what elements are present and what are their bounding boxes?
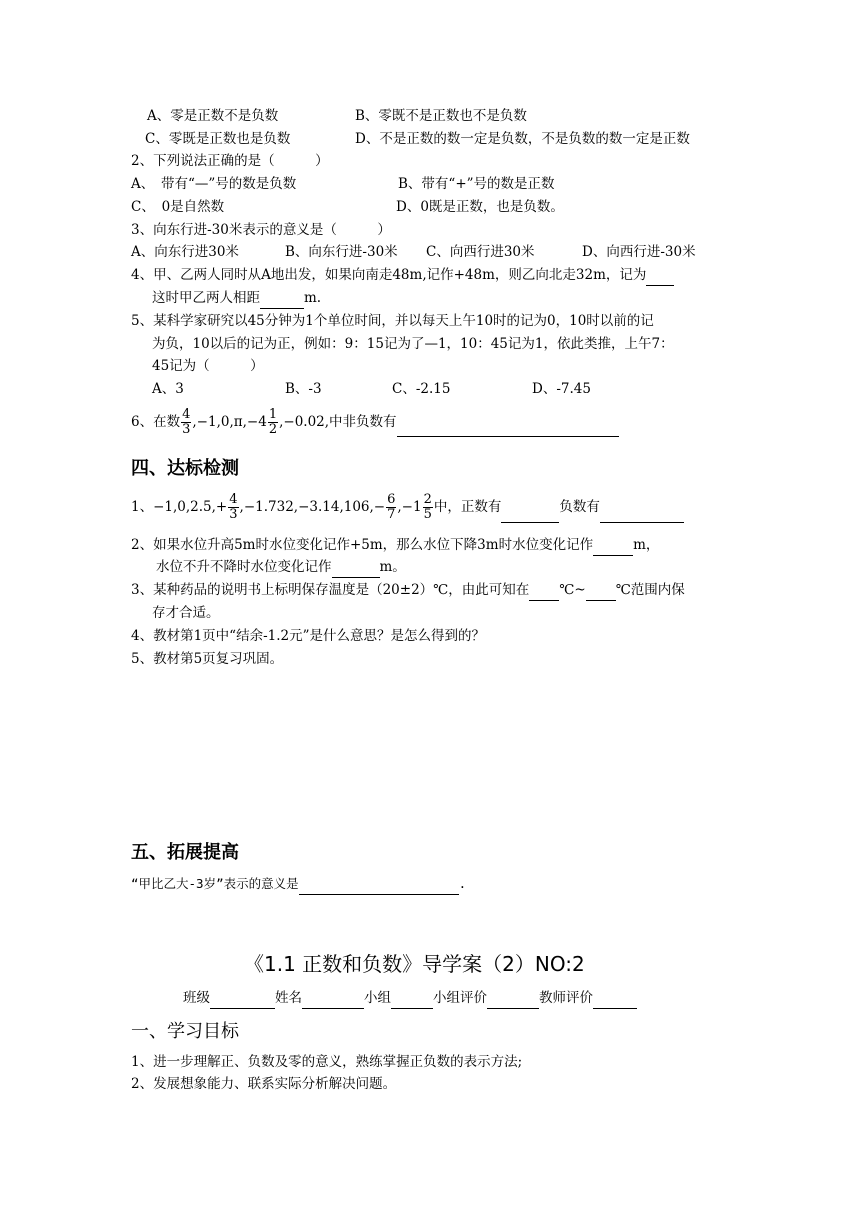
q2-option-d: D、0既是正数，也是负数。 [396,199,564,215]
q3-option-c: C、向西行进30米 [426,244,535,260]
s5-answer-blank[interactable] [299,874,459,895]
q6-line [131,408,619,437]
q3-option-b: B、向东行进-30米 [285,244,398,260]
q4-line2-text: 这时甲乙两人相距 [152,290,260,306]
class-label: 班级 [183,990,210,1006]
s4-item3-line2: 存才合适。 [152,605,220,621]
s4-item1-prefix: 1、 [131,499,154,515]
teacher-eval-label: 教师评价 [539,990,593,1006]
q6-mid: ,−1,0,π,−4 [192,414,267,430]
s4-item3-sep: ℃~ [559,582,586,598]
q1-option-d: D、不是正数的数一定是负数，不是负数的数一定是正数 [355,131,690,147]
q6-fraction-1 [181,408,191,437]
q5-line3: 45记为（ ） [152,358,264,374]
section4-heading: 四、达标检测 [131,458,239,479]
group-eval-blank[interactable] [487,988,539,1009]
s4-item1-nums-a: −1,0,2.5,+ [153,499,228,515]
s5-period: . [458,876,467,891]
s4-f3-den: 5 [423,507,432,522]
name-blank[interactable] [302,988,364,1009]
s4-f2-den: 7 [387,507,396,522]
s4-positive-blank[interactable] [501,492,559,523]
name-label: 姓名 [275,990,302,1006]
s4-item3-blank-low[interactable] [529,580,559,601]
s4-item1-fraction-2 [386,493,396,522]
q4-line2 [152,288,321,309]
q2-option-b: B、带有“+”号的数是正数 [398,176,555,192]
group-label: 小组 [364,990,391,1006]
q6-fraction-2 [268,408,278,437]
s4-item3-text1: 3、某种药品的说明书上标明保存温度是（20±2）℃，由此可知在 [131,582,530,598]
s4-negative-blank[interactable] [600,492,684,523]
teacher-eval-blank[interactable] [593,988,637,1009]
q3-option-a: A、向东行进30米 [131,244,239,260]
q4-blank-2[interactable] [260,288,304,309]
s4-item3-blank-high[interactable] [586,580,616,601]
q6-tail: ,−0.02, [279,414,330,430]
s5-question [131,874,466,895]
q2-option-a: A、 带有“—”号的数是负数 [131,176,297,192]
goals-heading: 一、学习目标 [131,1021,239,1042]
s4-item3-text2: ℃范围内保 [615,582,685,598]
s4-item2-blank-2[interactable] [332,557,380,578]
q1-option-a: A、零是正数不是负数 [147,108,279,124]
q6-frac1-num: 4 [182,407,191,422]
s4-item1-end: 负数有 [559,499,600,515]
q2-option-c: C、 0是自然数 [131,199,225,215]
q4-blank-1[interactable] [646,265,674,286]
s4-item2-blank-1[interactable] [593,535,633,556]
s4-f1-den: 3 [229,507,238,522]
s4-item2-text1: 2、如果水位升高5m时水位变化记作+5m，那么水位下降3m时水位变化记作 [131,537,594,553]
s4-item1-fraction-3 [423,493,433,522]
q6-frac1-den: 3 [182,422,191,437]
s4-item1-fraction-1 [228,493,238,522]
s4-item2-text2: 水位不升不降时水位变化记作 [156,559,332,575]
q4-line2-unit: m. [304,290,322,306]
q5-option-c: C、-2.15 [392,381,451,397]
q4-line1-text: 4、甲、乙两人同时从A地出发，如果向南走48m,记作+48m，则乙向北走32m，记为 [131,267,647,283]
s4-f2-num: 6 [387,492,396,507]
s4-item1-nums-b: ,−1.732,−3.14,106,− [239,499,386,515]
q4-line1 [131,265,674,286]
q6-frac2-den: 2 [268,422,278,437]
q1-option-b: B、零既不是正数也不是负数 [355,108,527,124]
s4-item2-unit1: m， [633,537,660,553]
q6-frac2-num: 1 [268,407,278,422]
s4-item1 [131,492,684,523]
group-eval-label: 小组评价 [433,990,487,1006]
s4-item2-line1 [131,535,659,556]
doc2-info-line [183,988,637,1009]
q3-stem: 3、向东行进-30米表示的意义是（ ） [131,222,391,238]
q5-option-d: D、-7.45 [532,381,591,397]
s4-item2-unit2: m。 [379,559,406,575]
q5-line2: 为负，10以后的记为正，例如：9：15记为了—1，10：45记为1，依此类推，上午7： [152,336,674,352]
s4-item1-nums-c: ,−1 [397,499,422,515]
s4-f3-num: 2 [423,492,432,507]
q5-line1: 5、某科学家研究以45分钟为1个单位时间，并以每天上午10时的记为0，10时以前的记 [131,313,654,329]
q6-prefix: 6、在数 [131,414,181,430]
q2-stem: 2、下列说法正确的是（ ） [131,153,329,169]
s4-item2-line2 [156,557,406,578]
q6-answer-blank[interactable] [397,408,619,437]
q1-option-c: C、零既是正数也是负数 [145,131,291,147]
s4-f1-num: 4 [229,492,238,507]
goal-1: 1、进一步理解正、负数及零的意义，熟练掌握正负数的表示方法; [131,1054,523,1070]
s5-question-text: “甲比乙大-3岁”表示的意义是 [131,876,299,891]
section5-heading: 五、拓展提高 [131,842,239,863]
q6-suffix: 中非负数有 [329,414,397,430]
s4-item1-mid: 中，正数有 [433,499,502,515]
q3-option-d: D、向西行进-30米 [582,244,696,260]
q5-option-a: A、3 [152,381,184,397]
doc2-title: 《1.1 正数和负数》导学案（2）NO:2 [244,952,585,976]
s4-item4: 4、教材第1页中“结余-1.2元”是什么意思？是怎么得到的？ [131,628,486,644]
q5-option-b: B、-3 [285,381,322,397]
s4-item3-line1 [131,580,685,601]
class-blank[interactable] [210,988,275,1009]
goal-2: 2、发展想象能力、联系实际分析解决问题。 [131,1076,397,1092]
group-blank[interactable] [391,988,433,1009]
s4-item5: 5、教材第5页复习巩固。 [131,651,284,667]
